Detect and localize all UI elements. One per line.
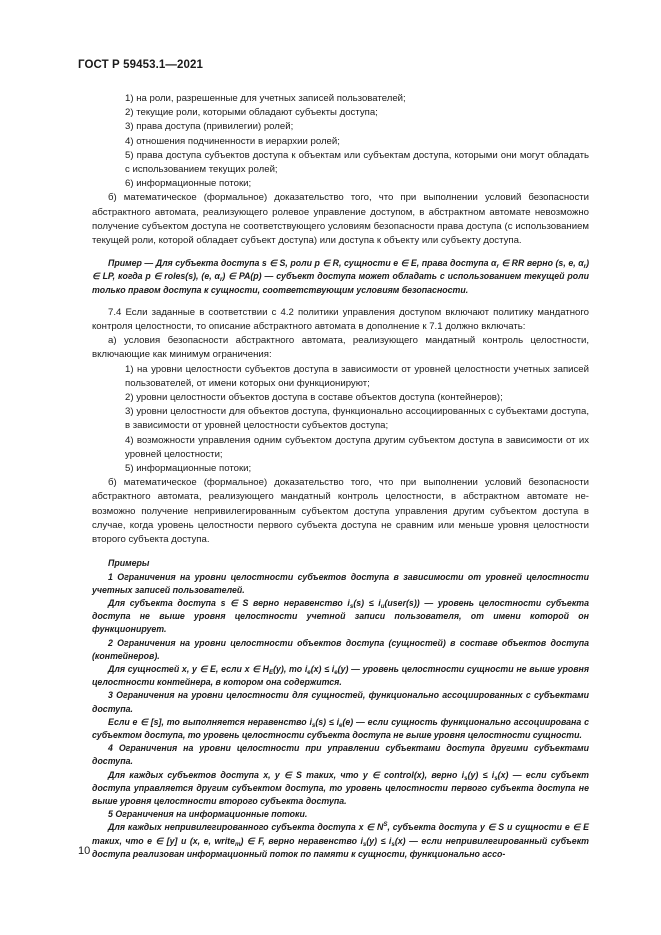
example-3-body: Если e ∈ [s], то выполняется неравенство $i_s(s) \le i_e(e)$ — если сущность функционально ассоциирована с субъектом доступа, то уровень целостности субъекта доступа не выше уровня целостности сущности. <box>92 716 589 740</box>
example-1-body: Для субъекта доступа s ∈ S верно неравенство $i_s(s)$ ≤ $i_u(user(s))$ — уровень целостности субъекта доступа не выше уровня целостности учетной записи пользователя, от имени которой он функционирует. <box>92 597 589 635</box>
document-header: ГОСТ Р 59453.1—2021 <box>78 59 203 71</box>
list-item: 2) текущие роли, которыми обладают субъекты доступа; <box>125 107 378 119</box>
example-5-body: Для каждых непривилегированного субъекта доступа x ∈ $N^S$, субъекта доступа y ∈ S и сущности e ∈ E таких, что e ∈ [y] и (x, e, write$_m$) ∈ F, верно неравенство $i_s(y) \le i_s(x)$ — если непривилегированный субъект доступа реализован информационный поток по памяти к сущности, функционально ассо- <box>92 821 589 859</box>
list-item: 5) информационные потоки; <box>125 463 252 475</box>
example-3-title: 3 Ограничения на уровни целостности для сущностей, функционально ассоциированных с субъектами доступа. <box>92 690 589 714</box>
list-item: 3) уровни целостности для объектов доступа, функционально ассоциированных с субъектами доступа, в зависимости от уровней целостности субъектов доступа; <box>125 406 589 432</box>
list-item: 1) на уровни целостности субъектов доступа в зависимости от уровней целостности учетных записей пользователей, от имени которых они функционируют; <box>125 363 589 389</box>
list-item: 4) отношения подчиненности в иерархии ролей; <box>125 135 340 147</box>
list-item: 1) на роли, разрешенные для учетных записей пользователей; <box>125 93 406 104</box>
list-item: 5) права доступа субъектов доступа к объектам или субъектам доступа, которыми они могут обладать с использованием текущих ролей; <box>125 149 589 176</box>
section-7-4-intro: 7.4 Если заданные в соответствии с 4.2 политики управления доступом включают политику мандатного контроля целостности, то описание абстрактного автомата в дополнение к 7.1 должно включать: <box>92 306 589 333</box>
list-item: 4) возможности управления одним субъектом доступа другим субъектом доступа в зависимости от их уровней целостности; <box>125 434 589 460</box>
section-7-4-b: б) математическое (формальное) доказательство того, что при выполнении условий безопасности абстрактного автомата, реализующего мандатный контроль целостности, в абстрактном автомате невозможно получение непривилегированным субъектом доступа управления другим субъектом доступа в случае, когда уровень целостности первого субъекта доступа не сравним или меньше уровня целостности второго субъекта доступа. <box>92 477 589 546</box>
examples-title: Примеры <box>108 558 150 569</box>
example-1-title: 1 Ограничения на уровни целостности субъектов доступа в зависимости от уровней целостности учетных записей пользователей. <box>92 571 589 595</box>
example-4-title: 4 Ограничения на уровни целостности при управлении субъектами доступа другими субъектами доступа. <box>92 743 589 767</box>
paragraph-b-role: б) математическое (формальное) доказательство того, что при выполнении условий безопасности абстрактного автомата, реализующего ролевое управление доступом, в абстрактном автомате невозможно получение субъектом доступа не соответствующего условиям безопасности права доступа (с использованием текущей роли, которой обладает субъект доступа) или доступа к объекту или субъекту доступа. <box>92 192 589 247</box>
list-item: 6) информационные потоки; <box>125 178 252 190</box>
list-item: 2) уровни целостности объектов доступа в составе объектов доступа (контейнеров); <box>125 392 503 404</box>
example-role: Пример — Для субъекта доступа s ∈ S, роли p ∈ R, сущности e ∈ E, права доступа $\alpha_r$ ∈ RR верно (s, e, $\alpha_r$) ∈ LP, когда p ∈ roles(s), (e, $\alpha_r$) ∈ PA(p) — субъект доступа может обладать с использованием текущей роли только правом доступа к сущности, соответствующим условиям безопасности. <box>92 258 590 295</box>
list-item: 3) права доступа (привилегии) ролей; <box>125 121 294 133</box>
section-7-4-a: а) условия безопасности абстрактного автомата, реализующего мандатный контроль целостности, включающие как минимум ограничения: <box>92 335 589 361</box>
example-2-body: Для сущностей x, y ∈ E, если x ∈ $H_E(y)$, то $i_e(x) \le i_e(y)$ — уровень целостности сущности не выше уровня целостности контейнера, в котором она содержится. <box>92 663 589 688</box>
page-body <box>92 92 589 861</box>
example-2-title: 2 Ограничения на уровни целостности объектов доступа (сущностей) в составе объектов доступа (контейнеров). <box>92 637 589 661</box>
example-5-title: 5 Ограничения на информационные потоки. <box>108 809 308 820</box>
example-4-body: Для каждых субъектов доступа x, y ∈ S таких, что y ∈ control(x), верно $i_s(y) \le i_s(x)$ — если субъект доступа управляется другим субъектом доступа, то уровень целостности первого субъекта доступа не выше уровня целостности второго субъекта доступа. <box>92 769 590 806</box>
page-number: 10 <box>78 845 91 857</box>
